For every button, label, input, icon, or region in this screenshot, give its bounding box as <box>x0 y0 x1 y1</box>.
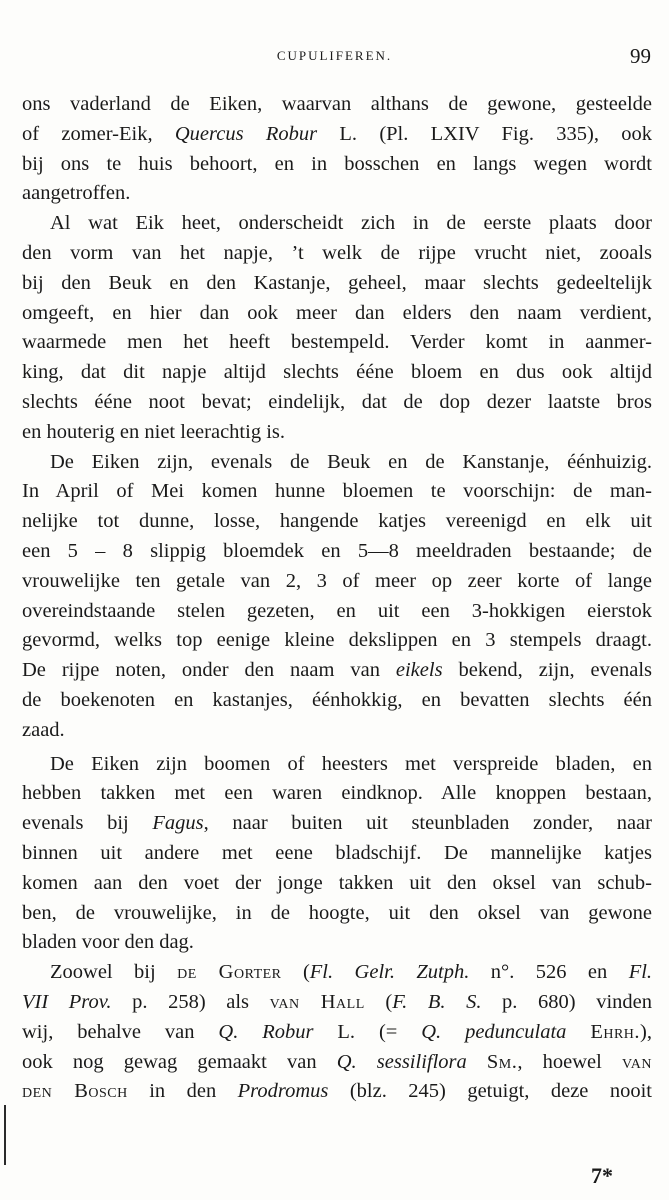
text-run: binnen uit andere met eene bladschijf. De mannelijke katjes <box>22 841 652 864</box>
text-line <box>22 239 652 269</box>
text-line <box>22 448 652 478</box>
text-run: of zomer-Eik, <box>22 122 175 145</box>
text-line <box>22 537 652 567</box>
text-run: n°. 526 en <box>469 961 629 984</box>
text-line <box>22 597 652 627</box>
text-run: den vorm van het napje, ’t welk de rijpe vrucht niet, zooals <box>22 241 652 264</box>
text-line <box>22 716 652 746</box>
small-caps-text: den Bosch <box>22 1080 128 1103</box>
italic-text: VII Prov. <box>22 990 112 1013</box>
text-run: ( <box>281 961 310 984</box>
text-run: slechts ééne noot bevat; eindelijk, dat de dop dezer laatste bros <box>22 390 652 413</box>
text-run: gevormd, welks top eenige kleine dekslippen en 3 stempels draagt. <box>22 629 652 652</box>
text-line <box>22 477 652 507</box>
text-run: evenals bij <box>22 812 153 835</box>
text-run: bekend, zijn, evenals <box>442 659 652 682</box>
text-run: L. (Pl. LXIV Fig. 335), ook <box>317 122 652 145</box>
text-run: aangetroffen. <box>22 182 131 205</box>
text-run: Al wat Eik heet, onderscheidt zich in de eerste plaats door <box>50 212 652 235</box>
italic-text: Quercus Robur <box>174 122 318 145</box>
text-line <box>22 809 652 839</box>
text-line <box>22 209 652 239</box>
text-line <box>22 90 652 120</box>
italic-text: Prodromus <box>237 1080 329 1103</box>
body-text <box>22 90 652 1107</box>
text-run: komen aan den voet der jonge takken uit den oksel van schub- <box>22 871 652 894</box>
italic-text: Q. pedunculata <box>421 1020 567 1043</box>
text-run: ben, de vrouwelijke, in de hoogte, uit den oksel van gewone <box>22 901 652 924</box>
text-line <box>22 988 652 1018</box>
italic-text: Fl. Gelr. Zutph. <box>309 961 470 984</box>
text-line <box>22 1077 652 1107</box>
text-line <box>22 899 652 929</box>
small-caps-text: van Hall <box>269 990 365 1013</box>
text-run: , hoewel <box>517 1050 622 1073</box>
text-run: waarmede men het heeft bestempeld. Verder komt in aanmer- <box>22 331 652 354</box>
italic-text: eikels <box>395 659 443 682</box>
text-run: (blz. 245) getuigt, deze nooit <box>328 1080 652 1103</box>
text-run: ook nog gewag gemaakt van <box>22 1050 337 1073</box>
small-caps-text: de Gorter <box>177 961 282 984</box>
text-run: wij, behalve van <box>22 1020 219 1043</box>
text-run: bij ons te huis behoort, en in bosschen en langs wegen wordt <box>22 152 652 175</box>
small-caps-text: Ehrh. <box>590 1020 641 1043</box>
page-number: 99 <box>630 44 651 68</box>
text-run: In April of Mei komen hunne bloemen te voorschijn: de man- <box>22 480 652 503</box>
text-run: omgeeft, en hier dan ook meer dan elders den naam verdient, <box>22 301 652 324</box>
italic-text: Fagus <box>152 812 204 835</box>
text-line <box>22 1048 652 1078</box>
text-run: vrouwelijke ten getale van 2, 3 of meer op zeer korte of lange <box>22 569 652 592</box>
text-line <box>22 567 652 597</box>
italic-text: F. B. S. <box>392 990 482 1013</box>
italic-text: Fl. <box>628 961 652 984</box>
text-run: Zoowel bij <box>50 961 178 984</box>
text-line <box>22 418 652 448</box>
text-run: zaad. <box>22 718 65 741</box>
text-run: de boekenoten en kastanjes, éénhokkig, en bevatten slechts één <box>22 688 652 711</box>
text-line <box>22 928 652 958</box>
text-run <box>566 1021 590 1043</box>
small-caps-text: van <box>621 1050 652 1073</box>
text-run: een 5 – 8 slippig bloemdek en 5—8 meeldraden bestaande; de <box>22 539 652 562</box>
text-run: in den <box>127 1080 238 1103</box>
text-run: , naar buiten uit steunbladen zonder, naar <box>203 812 652 835</box>
text-line <box>22 328 652 358</box>
text-run: p. 680) vinden <box>481 990 652 1013</box>
margin-mark <box>4 1105 6 1165</box>
text-line <box>22 750 652 780</box>
text-run: en houterig en niet leerachtig is. <box>22 420 285 443</box>
text-line <box>22 1018 652 1048</box>
text-line <box>22 150 652 180</box>
text-line <box>22 358 652 388</box>
text-run: ), <box>640 1020 652 1043</box>
text-line <box>22 656 652 686</box>
text-line <box>22 626 652 656</box>
text-line <box>22 779 652 809</box>
text-line <box>22 869 652 899</box>
small-caps-text: Sm. <box>486 1050 518 1073</box>
text-run: hebben takken met een waren eindknop. Alle knoppen bestaan, <box>22 782 652 805</box>
text-line <box>22 299 652 329</box>
text-run: bladen voor den dag. <box>22 931 194 954</box>
text-run: overeindstaande stelen gezeten, en uit een 3-hokkigen eierstok <box>22 599 652 622</box>
text-run <box>467 1051 487 1073</box>
text-run: ( <box>364 990 393 1013</box>
text-run: ons vaderland de Eiken, waarvan althans de gewone, gesteelde <box>22 93 652 115</box>
signature-mark: 7* <box>591 1163 613 1188</box>
text-run: bij den Beuk en den Kastanje, geheel, maar slechts gedeeltelijk <box>22 271 652 294</box>
running-title: CUPULIFEREN. <box>276 48 393 63</box>
italic-text: Q. Robur <box>218 1020 314 1043</box>
text-run: De rijpe noten, onder den naam van <box>22 659 396 682</box>
italic-text: Q. sessiliflora <box>336 1050 467 1073</box>
text-line <box>22 120 652 150</box>
text-line <box>22 179 652 209</box>
text-run: nelijke tot dunne, losse, hangende katjes vereenigd en elk uit <box>22 510 652 533</box>
text-line <box>22 269 652 299</box>
text-line <box>22 507 652 537</box>
text-run: L. (= <box>313 1020 422 1043</box>
text-run: De Eiken zijn boomen of heesters met verspreide bladen, en <box>50 752 652 775</box>
text-line <box>22 388 652 418</box>
text-run: De Eiken zijn, evenals de Beuk en de Kanstanje, éénhuizig. <box>50 450 652 473</box>
text-line <box>22 958 652 988</box>
text-line <box>22 839 652 869</box>
text-run: p. 258) als <box>111 990 270 1013</box>
running-head <box>0 44 669 68</box>
text-line <box>22 686 652 716</box>
text-run: king, dat dit napje altijd slechts ééne bloem en dus ook altijd <box>22 361 652 384</box>
